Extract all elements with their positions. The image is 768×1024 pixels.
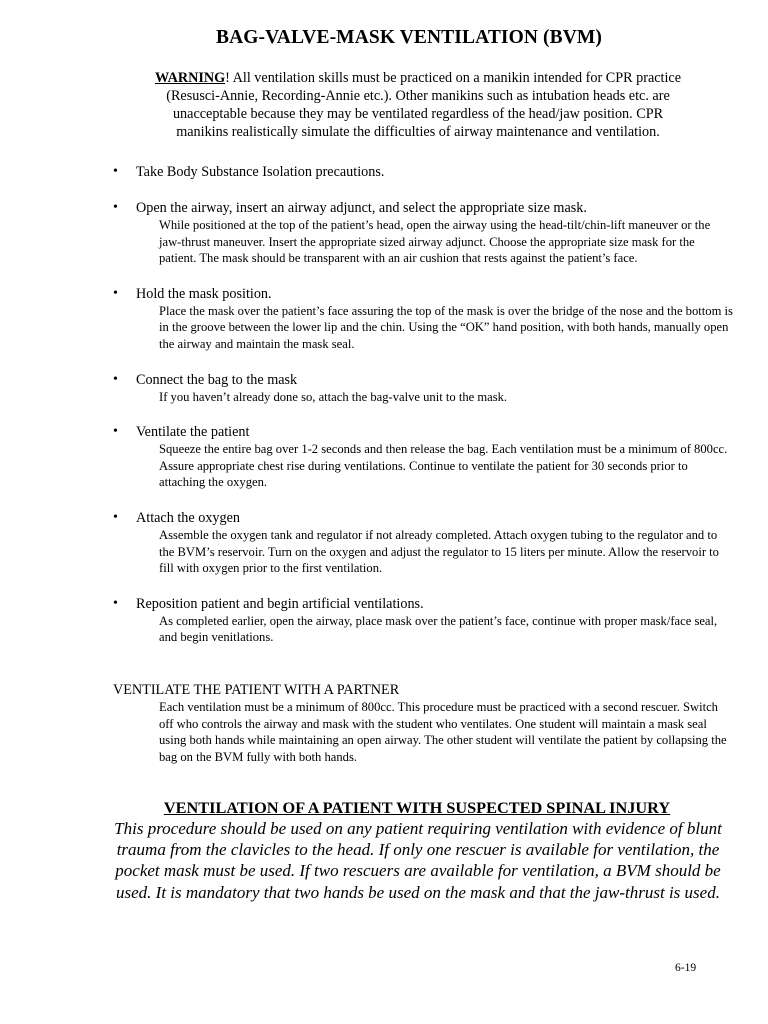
procedure-list <box>113 163 733 664</box>
warning-paragraph <box>148 69 688 141</box>
item-heading: Attach the oxygen <box>136 509 241 526</box>
spinal-section-title: VENTILATION OF A PATIENT WITH SUSPECTED SPINAL INJURY <box>163 798 671 817</box>
bullet-icon: • <box>113 424 118 440</box>
bullet-icon: • <box>113 285 118 301</box>
partner-heading: VENTILATE THE PATIENT WITH A PARTNER <box>113 682 400 698</box>
list-item <box>113 285 733 353</box>
item-heading: Take Body Substance Isolation precautions. <box>136 164 385 180</box>
bullet-icon: • <box>113 371 118 387</box>
item-detail: Squeeze the entire bag over 1-2 seconds and then release the bag. Each ventilation must be a minimum of 800cc. Assure appropriate chest rise during ventilations. Continue to ventilate the patient for 30 seconds prior to attaching the oxygen. <box>159 442 728 490</box>
page-title: BAG-VALVE-MASK VENTILATION (BVM) <box>215 27 603 48</box>
bullet-icon: • <box>113 595 118 611</box>
item-heading: Open the airway, insert an airway adjunct, and select the appropriate size mask. <box>136 200 587 216</box>
bullet-icon: • <box>113 164 118 179</box>
list-item <box>113 371 733 406</box>
list-item <box>113 163 733 181</box>
spinal-section-text: This procedure should be used on any patient requiring ventilation with evidence of blunt trauma from the clavicles to the head. If only one rescuer is available for ventilation, the pocket mask must be used. If two rescuers are available for ventilation, a BVM should be used. It is mandatory that two hands be used on the mask and that the jaw-thrust is used. <box>114 819 722 902</box>
item-heading: Connect the bag to the mask <box>136 371 298 388</box>
list-item <box>113 595 733 646</box>
item-detail: Assemble the oxygen tank and regulator if not already completed. Attach oxygen tubing to the regulator and to the BVM’s reservoir. Turn on the oxygen and adjust the regulator to 15 liters per minute. Allow the reservoir to fill with oxygen prior to the first ventilation. <box>159 527 719 576</box>
item-detail: While positioned at the top of the patient’s head, open the airway using the head-tilt/chin-lift maneuver or the jaw-thrust maneuver. Insert the appropriate sized airway adjunct. Choose the appropriate size mask for the patient. The mask should be transparent with an air cushion that rests against the patient’s face. <box>159 218 711 266</box>
partner-section <box>113 681 733 765</box>
partner-detail: Each ventilation must be a minimum of 800cc. This procedure must be practiced with a second rescuer. Switch off who controls the airway and mask with the student who ventilates. One student will maintain a mask seal using both hands while maintaining an open airway. The other student will ventilate the patient by collapsing the bag on the BVM fully with both hands. <box>159 700 727 764</box>
item-heading: Ventilate the patient <box>136 424 250 441</box>
item-detail: If you haven’t already done so, attach the bag-valve unit to the mask. <box>159 389 508 404</box>
item-heading: Reposition patient and begin artificial ventilations. <box>136 595 424 612</box>
item-detail: Place the mask over the patient’s face assuring the top of the mask is over the bridge of the nose and the bottom is in the groove between the lower lip and the chin. Using the “OK” hand position, with both hands, manually open the airway and maintain the mask seal. <box>159 303 733 351</box>
list-item <box>113 199 733 267</box>
item-heading: Hold the mask position. <box>136 285 272 302</box>
item-detail: As completed earlier, open the airway, place mask over the patient’s face, continue with proper mask/face seal, and begin venitlations. <box>159 613 718 645</box>
list-item <box>113 509 733 577</box>
bullet-icon: • <box>113 509 118 525</box>
list-item <box>113 423 733 491</box>
page-number: 6-19 <box>675 962 697 974</box>
warning-text: ! All ventilation skills must be practiced on a manikin intended for CPR practice (Resusci-Annie, Recording-Annie etc.). Other manikins such as intubation heads etc. are unacceptable because they may be ventilated regardless of the head/jaw position. CPR manikins realistically simulate the difficulties of airway maintenance and ventilation. <box>166 70 682 140</box>
warning-label: WARNING <box>154 70 226 86</box>
bullet-icon: • <box>113 200 118 215</box>
